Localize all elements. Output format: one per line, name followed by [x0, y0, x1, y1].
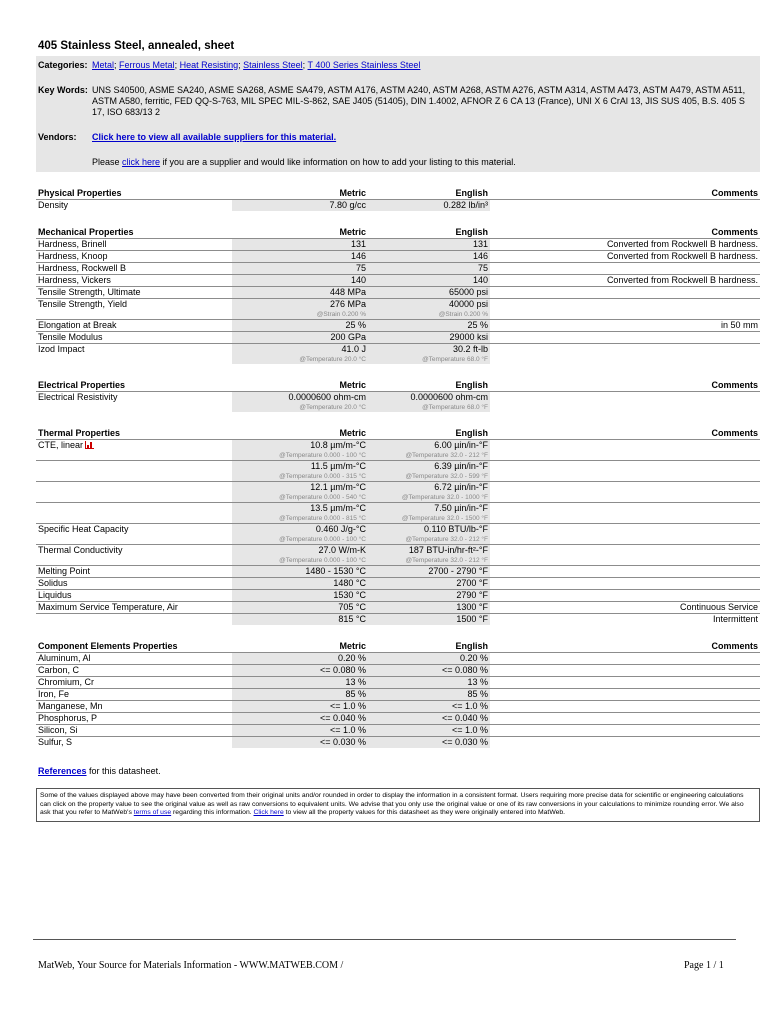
comment [490, 299, 760, 320]
footer-page-number: Page 1 / 1 [684, 960, 724, 971]
metric-value[interactable]: 12.1 µm/m-°C @Temperature 0.000 - 540 °C [232, 482, 368, 503]
english-value[interactable]: <= 0.080 % [368, 665, 490, 677]
section-heading: Component Elements Properties [38, 640, 178, 651]
english-value[interactable]: 65000 psi [368, 287, 490, 299]
property-name: Electrical Resistivity [36, 392, 232, 413]
section-heading: Thermal Properties [38, 427, 121, 438]
english-header: English [455, 640, 488, 651]
table-row [36, 332, 760, 344]
table-row [36, 689, 760, 701]
property-name: Maximum Service Temperature, Air [36, 602, 232, 614]
metric-condition: @Temperature 0.000 - 815 °C [279, 515, 366, 522]
table-row [36, 677, 760, 689]
english-value[interactable]: 6.72 µin/in-°F @Temperature 32.0 - 1000 °F [368, 482, 490, 503]
metric-value[interactable]: 1530 °C [232, 590, 368, 602]
table-row [36, 713, 760, 725]
metric-value[interactable]: 11.5 µm/m-°C @Temperature 0.000 - 315 °C [232, 461, 368, 482]
vendors-row [38, 132, 758, 143]
metric-value[interactable]: 131 [232, 239, 368, 251]
english-header: English [455, 427, 488, 438]
supplier-note: Please click here if you are a supplier and would like information on how to add your listing to this material. [92, 157, 516, 167]
comments-header: Comments [711, 379, 758, 390]
property-name [36, 503, 232, 524]
metric-value[interactable]: 41.0 J @Temperature 20.0 °C [232, 344, 368, 365]
comment [490, 701, 760, 713]
english-value[interactable]: 2790 °F [368, 590, 490, 602]
comment [490, 725, 760, 737]
table-row [36, 524, 760, 545]
property-name: Liquidus [36, 590, 232, 602]
table-row [36, 602, 760, 614]
property-name [36, 482, 232, 503]
english-value[interactable]: 0.282 lb/in³ [368, 200, 490, 212]
metric-value[interactable]: <= 0.040 % [232, 713, 368, 725]
metric-header: Metric [339, 226, 366, 237]
metric-value[interactable]: 1480 - 1530 °C [232, 566, 368, 578]
english-value[interactable]: 25 % [368, 320, 490, 332]
categories-row [38, 60, 758, 71]
metric-header: Metric [339, 640, 366, 651]
metric-value[interactable]: 75 [232, 263, 368, 275]
metric-header: Metric [339, 379, 366, 390]
keywords-label: Key Words: [38, 85, 88, 95]
references-link[interactable]: References [38, 766, 87, 776]
comments-header: Comments [711, 427, 758, 438]
property-sections [36, 186, 760, 748]
comment [490, 200, 760, 212]
metric-value[interactable]: 27.0 W/m-K @Temperature 0.000 - 100 °C [232, 545, 368, 566]
property-name: Tensile Strength, Yield [36, 299, 232, 320]
comment: in 50 mm [490, 320, 760, 332]
comment [490, 482, 760, 503]
property-name: Thermal Conductivity [36, 545, 232, 566]
comment: Converted from Rockwell B hardness. [490, 239, 760, 251]
property-name: Aluminum, Al [36, 653, 232, 665]
property-name: Sulfur, S [36, 737, 232, 749]
comment [490, 677, 760, 689]
table-row [36, 590, 760, 602]
english-condition: @Temperature 32.0 - 212 °F [405, 452, 488, 459]
property-name: Phosphorus, P [36, 713, 232, 725]
english-value[interactable]: 1300 °F [368, 602, 490, 614]
comment [490, 344, 760, 365]
vendors-link[interactable]: Click here to view all available suppliers for this material. [92, 132, 337, 142]
comment [490, 665, 760, 677]
category-link[interactable]: Heat Resisting [179, 60, 239, 70]
metric-condition: @Temperature 0.000 - 540 °C [279, 494, 366, 501]
english-condition: @Temperature 32.0 - 1500 °F [401, 515, 488, 522]
english-value[interactable]: <= 1.0 % [368, 701, 490, 713]
english-value[interactable]: 29000 ksi [368, 332, 490, 344]
property-name: Melting Point [36, 566, 232, 578]
table-row [36, 275, 760, 287]
english-value[interactable]: 30.2 ft-lb @Temperature 68.0 °F [368, 344, 490, 365]
metric-value[interactable]: 140 [232, 275, 368, 287]
english-value[interactable]: 7.50 µin/in-°F @Temperature 32.0 - 1500 °F [368, 503, 490, 524]
property-name: Tensile Modulus [36, 332, 232, 344]
table-row [36, 665, 760, 677]
table-row [36, 461, 760, 482]
property-name: Manganese, Mn [36, 701, 232, 713]
terms-of-use-link[interactable]: terms of use [133, 809, 172, 816]
english-condition: @Temperature 68.0 °F [422, 356, 488, 363]
metric-value[interactable]: 0.20 % [232, 653, 368, 665]
metric-condition: @Temperature 20.0 °C [299, 356, 366, 363]
property-name: Specific Heat Capacity [36, 524, 232, 545]
table-row [36, 287, 760, 299]
category-link[interactable]: Stainless Steel [243, 60, 303, 70]
english-value[interactable]: 6.00 µin/in-°F @Temperature 32.0 - 212 °F [368, 440, 490, 461]
categories-list: Metal; Ferrous Metal; Heat Resisting; Stainless Steel; T 400 Series Stainless Steel [92, 60, 421, 70]
footer-divider [33, 939, 736, 940]
metric-condition: @Temperature 0.000 - 100 °C [279, 557, 366, 564]
property-name: Tensile Strength, Ultimate [36, 287, 232, 299]
property-name [36, 614, 232, 626]
table-row [36, 482, 760, 503]
comment: Intermittent [490, 614, 760, 626]
table-row [36, 614, 760, 626]
english-condition: @Temperature 32.0 - 212 °F [405, 557, 488, 564]
english-value[interactable]: 140 [368, 275, 490, 287]
english-condition: @Strain 0.200 % [438, 311, 488, 318]
comment: Converted from Rockwell B hardness. [490, 275, 760, 287]
property-name: Chromium, Cr [36, 677, 232, 689]
english-value[interactable]: 146 [368, 251, 490, 263]
metric-value[interactable]: 276 MPa @Strain 0.200 % [232, 299, 368, 320]
category-link[interactable]: Metal [92, 60, 115, 70]
comment [490, 392, 760, 413]
property-name: Solidus [36, 578, 232, 590]
property-table [36, 426, 760, 625]
click-here-link[interactable]: Click here [253, 809, 284, 816]
metric-value[interactable]: 0.0000600 ohm-cm @Temperature 20.0 °C [232, 392, 368, 413]
english-header: English [455, 226, 488, 237]
english-value[interactable]: 187 BTU-in/hr-ft²-°F @Temperature 32.0 - 212 °F [368, 545, 490, 566]
keywords-row [38, 85, 758, 118]
comment [490, 503, 760, 524]
property-name: Hardness, Knoop [36, 251, 232, 263]
comment [490, 461, 760, 482]
english-value[interactable]: 0.20 % [368, 653, 490, 665]
table-row [36, 503, 760, 524]
metric-value[interactable]: 0.460 J/g-°C @Temperature 0.000 - 100 °C [232, 524, 368, 545]
section-heading: Physical Properties [38, 187, 122, 198]
supplier-click-here-link[interactable]: click here [122, 157, 161, 167]
section-heading: Electrical Properties [38, 379, 126, 390]
table-row [36, 566, 760, 578]
conversion-notice: Some of the values displayed above may have been converted from their original units and/or rounded in order to display the information in a consistent format. Users requiring more precise data for scientific or engineering calculations can click on the property value to see the original value as well as raw conversions to equivalent units. We advise that you only use the original value or one of its raw conversions in your calculations to minimize rounding error. We also ask that you refer to MatWeb's terms of use regarding this information. Click here to view all the property values for this datasheet as they were originally entered into MatWeb. [36, 788, 760, 822]
keywords-text: UNS S40500, ASME SA240, ASME SA268, ASME SA479, ASTM A176, ASTM A240, ASTM A268, ASTM A276, ASTM A314, ASTM A473, ASTM A479, ASTM A511, ASTM A580, ferritic, FED QQ-S-763, MIL SPEC MIL-S-862, SAE J405 (51405), DIN 1.4002, AFNOR Z 6 CA 13 (France), UNI X 6 CrAl 13, JIS SUS 405, B.S. 405 S 17, ISO 683/13 2 [92, 85, 746, 117]
metric-value[interactable]: 815 °C [232, 614, 368, 626]
table-row [36, 725, 760, 737]
page-title: 405 Stainless Steel, annealed, sheet [38, 40, 235, 52]
table-row [36, 440, 760, 461]
table-row [36, 545, 760, 566]
metric-value[interactable]: 146 [232, 251, 368, 263]
english-value[interactable]: 40000 psi @Strain 0.200 % [368, 299, 490, 320]
english-value[interactable]: <= 0.030 % [368, 737, 490, 749]
metric-value[interactable]: 705 °C [232, 602, 368, 614]
table-row [36, 653, 760, 665]
metric-value[interactable]: <= 1.0 % [232, 701, 368, 713]
info-panel [36, 56, 760, 172]
property-name: Elongation at Break [36, 320, 232, 332]
english-value[interactable]: 2700 °F [368, 578, 490, 590]
english-value[interactable]: <= 0.040 % [368, 713, 490, 725]
datasheet [36, 40, 760, 822]
english-value[interactable]: 1500 °F [368, 614, 490, 626]
metric-value[interactable]: 10.8 µm/m-°C @Temperature 0.000 - 100 °C [232, 440, 368, 461]
categories-label: Categories: [38, 60, 88, 70]
property-name: Hardness, Brinell [36, 239, 232, 251]
property-table [36, 639, 760, 748]
metric-condition: @Temperature 20.0 °C [299, 404, 366, 411]
metric-value[interactable]: 448 MPa [232, 287, 368, 299]
table-row [36, 392, 760, 413]
english-condition: @Temperature 32.0 - 212 °F [405, 536, 488, 543]
english-value[interactable]: 2700 - 2790 °F [368, 566, 490, 578]
english-condition: @Temperature 32.0 - 599 °F [405, 473, 488, 480]
english-value[interactable]: 0.110 BTU/lb-°F @Temperature 32.0 - 212 °F [368, 524, 490, 545]
metric-header: Metric [339, 427, 366, 438]
property-name: Carbon, C [36, 665, 232, 677]
section-heading: Mechanical Properties [38, 226, 134, 237]
metric-value[interactable]: 7.80 g/cc [232, 200, 368, 212]
table-row [36, 701, 760, 713]
supplier-row [38, 157, 758, 168]
english-header: English [455, 187, 488, 198]
vendors-label: Vendors: [38, 132, 77, 142]
comment [490, 545, 760, 566]
metric-condition: @Temperature 0.000 - 100 °C [279, 452, 366, 459]
table-row [36, 263, 760, 275]
table-row [36, 578, 760, 590]
comment: Converted from Rockwell B hardness. [490, 251, 760, 263]
metric-value[interactable]: <= 1.0 % [232, 725, 368, 737]
english-value[interactable]: 131 [368, 239, 490, 251]
english-value[interactable]: 6.39 µin/in-°F @Temperature 32.0 - 599 °F [368, 461, 490, 482]
property-name: Hardness, Vickers [36, 275, 232, 287]
english-header: English [455, 379, 488, 390]
comments-header: Comments [711, 187, 758, 198]
metric-value[interactable]: 200 GPa [232, 332, 368, 344]
table-row [36, 299, 760, 320]
property-table [36, 186, 760, 211]
english-condition: @Temperature 32.0 - 1000 °F [401, 494, 488, 501]
property-name: Izod Impact [36, 344, 232, 365]
english-condition: @Temperature 68.0 °F [422, 404, 488, 411]
metric-condition: @Temperature 0.000 - 315 °C [279, 473, 366, 480]
english-value[interactable]: 0.0000600 ohm-cm @Temperature 68.0 °F [368, 392, 490, 413]
comment: Continuous Service [490, 602, 760, 614]
comment [490, 524, 760, 545]
english-value[interactable]: 13 % [368, 677, 490, 689]
metric-header: Metric [339, 187, 366, 198]
comment [490, 653, 760, 665]
property-name [36, 461, 232, 482]
metric-value[interactable]: <= 0.080 % [232, 665, 368, 677]
metric-value[interactable]: 25 % [232, 320, 368, 332]
table-row [36, 200, 760, 212]
table-row [36, 239, 760, 251]
property-name: CTE, linear [36, 440, 232, 461]
metric-value[interactable]: 13 % [232, 677, 368, 689]
english-value[interactable]: <= 1.0 % [368, 725, 490, 737]
comment [490, 578, 760, 590]
table-row [36, 251, 760, 263]
category-link[interactable]: Ferrous Metal [119, 60, 175, 70]
metric-value[interactable]: 1480 °C [232, 578, 368, 590]
comment [490, 440, 760, 461]
metric-value[interactable]: <= 0.030 % [232, 737, 368, 749]
comment [490, 263, 760, 275]
property-name: Hardness, Rockwell B [36, 263, 232, 275]
table-row [36, 320, 760, 332]
english-value[interactable]: 75 [368, 263, 490, 275]
comment [490, 737, 760, 749]
property-table [36, 225, 760, 364]
english-value[interactable]: 85 % [368, 689, 490, 701]
footer-source: MatWeb, Your Source for Materials Information - WWW.MATWEB.COM / [38, 960, 344, 971]
property-name: Silicon, Si [36, 725, 232, 737]
metric-condition: @Temperature 0.000 - 100 °C [279, 536, 366, 543]
table-row [36, 344, 760, 365]
comment [490, 566, 760, 578]
property-name: Density [36, 200, 232, 212]
comment [490, 287, 760, 299]
comment [490, 689, 760, 701]
table-row [36, 737, 760, 749]
metric-condition: @Strain 0.200 % [316, 311, 366, 318]
comments-header: Comments [711, 640, 758, 651]
metric-value[interactable]: 13.5 µm/m-°C @Temperature 0.000 - 815 °C [232, 503, 368, 524]
metric-value[interactable]: 85 % [232, 689, 368, 701]
property-name: Iron, Fe [36, 689, 232, 701]
comment [490, 590, 760, 602]
chart-icon[interactable] [85, 441, 94, 449]
comment [490, 713, 760, 725]
property-table [36, 378, 760, 412]
comment [490, 332, 760, 344]
category-link[interactable]: T 400 Series Stainless Steel [307, 60, 421, 70]
references-line: References for this datasheet. [38, 766, 161, 776]
comments-header: Comments [711, 226, 758, 237]
